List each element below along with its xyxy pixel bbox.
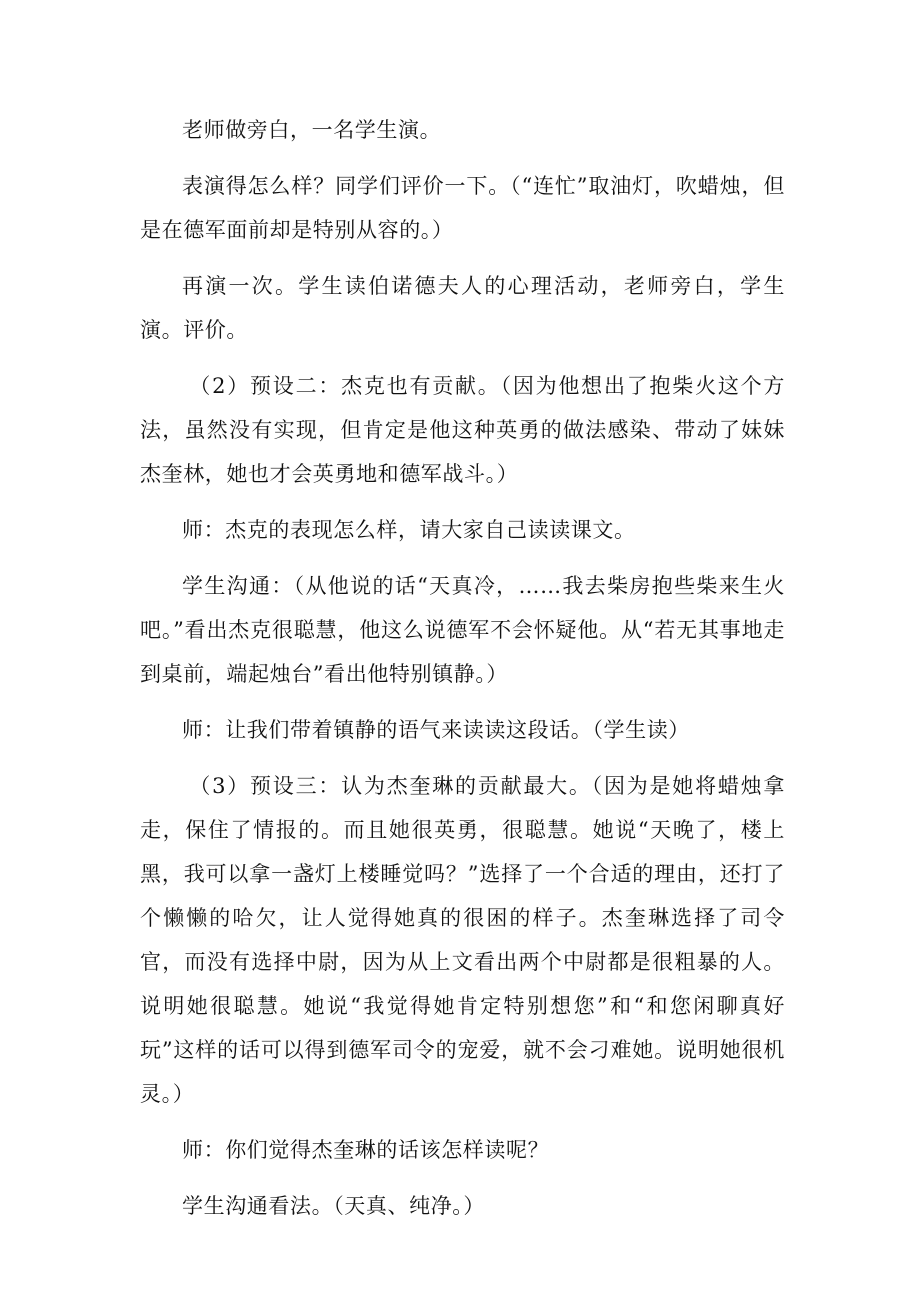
document-body: [140, 108, 785, 1240]
paragraph-student-views: 学生沟通看法。（天真、纯净。）: [182, 1194, 485, 1218]
paragraph-preset-three: （3）预设三：认为杰奎琳的贡献最大。（因为是她将蜡烛拿走，保住了情报的。而且她很英勇，很聪慧。她说“天晚了，楼上黑，我可以拿一盏灯上楼睡觉吗？”选择了一个合适的理由，还打了个懒懒的哈欠，让人觉得她真的很困的样子。杰奎琳选择了司令官，而没有选择中尉，因为从上文看出两个中尉都是很粗暴的人。说明她很聪慧。她说“我觉得她肯定特别想您”和“和您闲聊真好玩”这样的话可以得到德军司令的宠爱，就不会刁难她。说明她很机灵。）: [140, 774, 785, 1106]
paragraph-teacher-question-jacqueline: 师：你们觉得杰奎琳的话该怎样读呢？: [182, 1138, 550, 1162]
paragraph-teacher-reading: 师：让我们带着镇静的语气来读读这段话。（学生读）: [182, 718, 690, 742]
paragraph-narration: 老师做旁白，一名学生演。: [182, 118, 442, 142]
paragraph-teacher-question-jack: 师：杰克的表现怎么样，请大家自己读读课文。: [182, 518, 636, 542]
paragraph-evaluation: 表演得怎么样？同学们评价一下。（“连忙”取油灯，吹蜡烛，但是在德军面前却是特别从容的。）: [140, 174, 785, 242]
paragraph-preset-two: （2）预设二：杰克也有贡献。（因为他想出了抱柴火这个方法，虽然没有实现，但肯定是他这种英勇的做法感染、带动了妹妹杰奎林，她也才会英勇地和德军战斗。）: [140, 374, 785, 486]
paragraph-student-discussion-jack: 学生沟通：（从他说的话“天真冷，……我去柴房抱些柴来生火吧。”看出杰克很聪慧，他这么说德军不会怀疑他。从“若无其事地走到桌前，端起烛台”看出他特别镇静。）: [140, 574, 785, 686]
paragraph-reenact: 再演一次。学生读伯诺德夫人的心理活动，老师旁白，学生演。评价。: [140, 274, 785, 342]
